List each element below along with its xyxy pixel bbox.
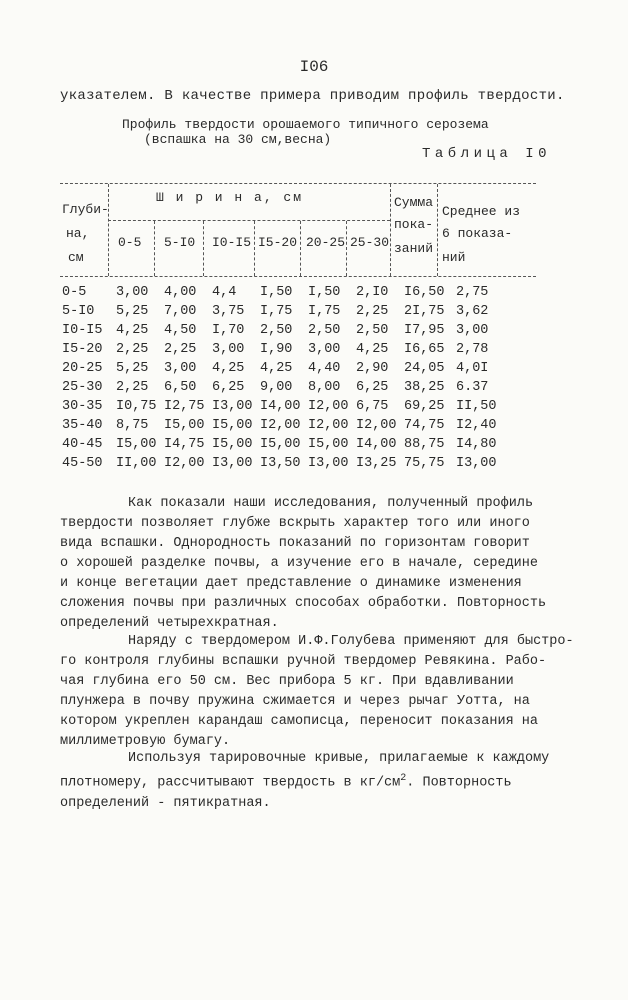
value-cell: 6,25: [212, 380, 245, 395]
header-bottom-rule: [60, 276, 536, 277]
value-cell: 2,25: [164, 342, 197, 357]
value-cell: 2,25: [116, 342, 149, 357]
value-cell: 4,25: [260, 361, 293, 376]
intro-line: указателем. В качестве примера приводим профиль твердости.: [60, 88, 565, 104]
paragraph-3-line: плотномеру, рассчитывают твердость в кг/см: [60, 775, 401, 791]
avg-header-3: ний: [442, 250, 466, 265]
depth-cell: I5-20: [62, 342, 103, 357]
width-group-header: Ш и р и н а, см: [156, 190, 304, 205]
average-cell: 6.37: [456, 380, 489, 395]
width-col-2: 5-I0: [164, 235, 196, 250]
caption-line-1: Профиль твердости орошаемого типичного серозема: [122, 117, 489, 132]
divider-sum: [390, 184, 391, 276]
value-cell: 2,50: [356, 323, 389, 338]
table-row: [62, 283, 510, 302]
table-row: [62, 397, 510, 416]
value-cell: 4,25: [212, 361, 245, 376]
value-cell: I3,25: [356, 456, 397, 471]
value-cell: I2,00: [164, 456, 205, 471]
divider-avg: [437, 184, 438, 276]
depth-cell: I0-I5: [62, 323, 103, 338]
sum-cell: 24,05: [404, 361, 445, 376]
value-cell: I2,00: [308, 399, 349, 414]
value-cell: I5,00: [308, 437, 349, 452]
average-cell: II,50: [456, 399, 497, 414]
width-col-4: I5-20: [258, 235, 298, 250]
paragraph-1-line: вида вспашки. Однородность показаний по горизонтам говорит: [60, 536, 530, 551]
value-cell: I5,00: [212, 437, 253, 452]
paragraph-3: [60, 749, 549, 814]
value-cell: 4,40: [308, 361, 341, 376]
value-cell: 9,00: [260, 380, 293, 395]
value-cell: I5,00: [116, 437, 157, 452]
paragraph-2: [60, 632, 574, 752]
depth-cell: 0-5: [62, 285, 87, 300]
value-cell: 4,00: [164, 285, 197, 300]
value-cell: 3,00: [308, 342, 341, 357]
value-cell: 6,75: [356, 399, 389, 414]
paragraph-1-line: о хорошей разделке почвы, а изучение его в начале, середине: [60, 556, 538, 571]
sum-cell: I6,65: [404, 342, 445, 357]
average-cell: 3,62: [456, 304, 489, 319]
average-cell: 2,75: [456, 285, 489, 300]
value-cell: 3,00: [116, 285, 149, 300]
paragraph-1: [60, 494, 546, 634]
value-cell: I,50: [308, 285, 341, 300]
value-cell: I2,00: [308, 418, 349, 433]
value-cell: 4,25: [356, 342, 389, 357]
value-cell: I0,75: [116, 399, 157, 414]
value-cell: 2,50: [260, 323, 293, 338]
depth-cell: 30-35: [62, 399, 103, 414]
table-label: Таблица I0: [422, 146, 552, 162]
average-cell: 3,00: [456, 323, 489, 338]
depth-header-2: на,: [66, 226, 90, 241]
table-row: [62, 359, 510, 378]
avg-header-1: Среднее из: [442, 204, 521, 219]
page-number: I06: [299, 58, 329, 76]
paragraph-2-line: Наряду с твердомером И.Ф.Голубева применяют для быстро-: [128, 634, 574, 649]
value-cell: I3,00: [212, 456, 253, 471]
paragraph-2-line: миллиметровую бумагу.: [60, 734, 231, 749]
sum-cell: 69,25: [404, 399, 445, 414]
divider-w1: [154, 221, 155, 276]
sum-header-2: пока-: [394, 217, 434, 232]
average-cell: I3,00: [456, 456, 497, 471]
sum-header-1: Сумма: [394, 195, 434, 210]
sum-cell: 74,75: [404, 418, 445, 433]
table-row: [62, 302, 510, 321]
table-row: [62, 340, 510, 359]
paragraph-1-line: сложения почвы при различных способах обработки. Повторность: [60, 596, 547, 611]
value-cell: 4,50: [164, 323, 197, 338]
value-cell: II,00: [116, 456, 157, 471]
value-cell: I,90: [260, 342, 293, 357]
table-row: [62, 454, 510, 473]
value-cell: 8,75: [116, 418, 149, 433]
value-cell: I5,00: [164, 418, 205, 433]
value-cell: 6,50: [164, 380, 197, 395]
depth-cell: 25-30: [62, 380, 103, 395]
divider-w5: [346, 221, 347, 276]
superscript-2: 2: [400, 773, 407, 784]
paragraph-2-line: котором укреплен карандаш самописца, переносит показания на: [60, 714, 538, 729]
value-cell: 4,4: [212, 285, 237, 300]
caption-line-2: (вспашка на 30 см,весна): [144, 132, 332, 147]
divider-w3: [254, 221, 255, 276]
table-top-rule: [60, 183, 536, 184]
depth-header-3: см: [68, 250, 84, 265]
sum-cell: 2I,75: [404, 304, 445, 319]
table-row: [62, 321, 510, 340]
value-cell: I,50: [260, 285, 293, 300]
sum-cell: 38,25: [404, 380, 445, 395]
width-group-rule: [108, 220, 390, 221]
paragraph-3-line-tail: . Повторность: [406, 775, 512, 791]
value-cell: 3,75: [212, 304, 245, 319]
value-cell: I5,00: [212, 418, 253, 433]
value-cell: I,70: [212, 323, 245, 338]
value-cell: 8,00: [308, 380, 341, 395]
average-cell: 4,0I: [456, 361, 489, 376]
value-cell: 3,00: [164, 361, 197, 376]
value-cell: I2,75: [164, 399, 205, 414]
value-cell: I3,00: [212, 399, 253, 414]
paragraph-2-line: чая глубина его 50 см. Вес прибора 5 кг. При вдавливании: [60, 674, 514, 689]
paragraph-1-line: твердости позволяет глубже вскрыть характер того или иного: [60, 516, 530, 531]
value-cell: I3,00: [308, 456, 349, 471]
value-cell: 4,25: [116, 323, 149, 338]
depth-cell: 35-40: [62, 418, 103, 433]
table-row: [62, 416, 510, 435]
width-col-5: 20-25: [306, 235, 346, 250]
average-cell: I4,80: [456, 437, 497, 452]
value-cell: 6,25: [356, 380, 389, 395]
sum-cell: I7,95: [404, 323, 445, 338]
divider-depth: [108, 184, 109, 276]
table-row: [62, 435, 510, 454]
depth-cell: 40-45: [62, 437, 103, 452]
value-cell: I4,00: [260, 399, 301, 414]
value-cell: 2,I0: [356, 285, 389, 300]
value-cell: I4,00: [356, 437, 397, 452]
hardness-table-body: [62, 283, 510, 473]
width-col-1: 0-5: [118, 235, 142, 250]
sum-header-3: заний: [394, 241, 434, 256]
paragraph-1-line: и конце вегетации дает представление о динамике изменения: [60, 576, 522, 591]
paragraph-1-line: Как показали наши исследования, полученный профиль: [128, 496, 534, 511]
average-cell: I2,40: [456, 418, 497, 433]
depth-cell: 20-25: [62, 361, 103, 376]
value-cell: 5,25: [116, 304, 149, 319]
sum-cell: 88,75: [404, 437, 445, 452]
depth-cell: 5-I0: [62, 304, 95, 319]
depth-header-1: Глуби-: [62, 202, 109, 217]
value-cell: 5,25: [116, 361, 149, 376]
value-cell: 7,00: [164, 304, 197, 319]
divider-w4: [300, 221, 301, 276]
width-col-3: I0-I5: [212, 235, 252, 250]
value-cell: 2,25: [116, 380, 149, 395]
value-cell: 2,25: [356, 304, 389, 319]
value-cell: I3,50: [260, 456, 301, 471]
value-cell: I2,00: [356, 418, 397, 433]
value-cell: I4,75: [164, 437, 205, 452]
divider-w2: [203, 221, 204, 276]
value-cell: 3,00: [212, 342, 245, 357]
paragraph-2-line: плунжера в почву пружина сжимается и через рычаг Уотта, на: [60, 694, 530, 709]
table-caption: [122, 117, 489, 147]
table-row: [62, 378, 510, 397]
depth-cell: 45-50: [62, 456, 103, 471]
paragraph-2-line: го контроля глубины вспашки ручной твердомер Ревякина. Рабо-: [60, 654, 547, 669]
value-cell: I5,00: [260, 437, 301, 452]
paragraph-3-line: определений - пятикратная.: [60, 795, 271, 811]
value-cell: I,75: [260, 304, 293, 319]
value-cell: I,75: [308, 304, 341, 319]
paragraph-1-line: определений четырехкратная.: [60, 616, 279, 631]
paragraph-3-line: Используя тарировочные кривые, прилагаемые к каждому: [128, 751, 550, 766]
avg-header-2: 6 показа-: [442, 226, 513, 241]
sum-cell: I6,50: [404, 285, 445, 300]
value-cell: 2,90: [356, 361, 389, 376]
average-cell: 2,78: [456, 342, 489, 357]
width-col-6: 25-30: [350, 235, 390, 250]
value-cell: 2,50: [308, 323, 341, 338]
value-cell: I2,00: [260, 418, 301, 433]
sum-cell: 75,75: [404, 456, 445, 471]
